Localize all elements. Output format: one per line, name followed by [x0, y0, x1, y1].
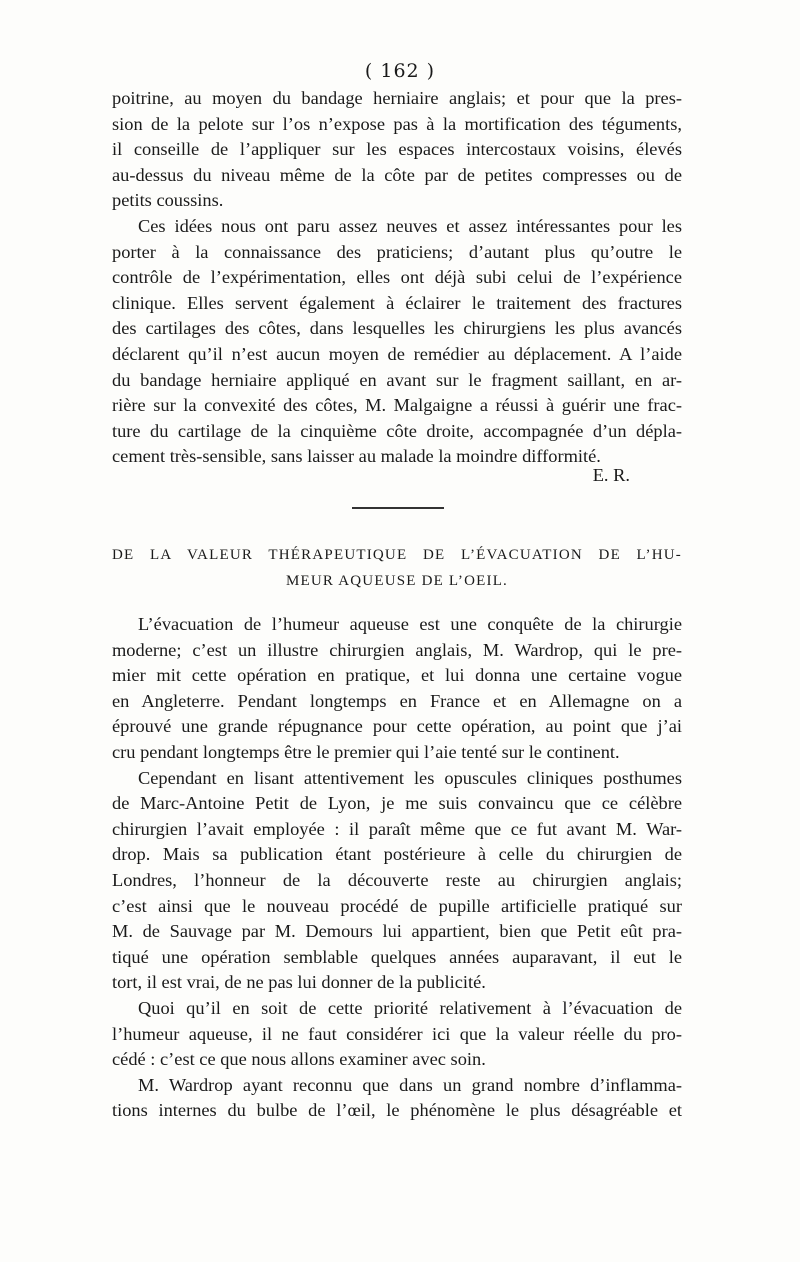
- text-line: au-dessus du niveau même de la côte par de petites compresses ou de: [112, 164, 682, 185]
- text-line: en Angleterre. Pendant longtemps en France et en Allemagne on a: [112, 690, 682, 711]
- heading-line: DE LA VALEUR THÉRAPEUTIQUE DE L’ÉVACUATION DE L’HU-: [112, 547, 682, 563]
- text-line: tions internes du bulbe de l’œil, le phénomène le plus désagréable et: [112, 1100, 682, 1121]
- text-line: du bandage herniaire appliqué en avant sur le fragment saillant, en ar-: [112, 369, 682, 390]
- text-line: Ces idées nous ont paru assez neuves et assez intéressantes pour les: [138, 215, 682, 236]
- page-number: ( 162 ): [364, 60, 436, 82]
- text-line: chirurgien l’avait employée : il paraît même que ce fut avant M. War-: [112, 818, 682, 839]
- text-line: mier mit cette opération en pratique, et lui donna une certaine vogue: [112, 665, 682, 686]
- text-line: tort, il est vrai, de ne pas lui donner de la publicité.: [112, 972, 486, 993]
- article-body: [112, 612, 682, 1124]
- text-line: éprouvé une grande répugnance pour cette opération, au point que j’ai: [112, 716, 682, 737]
- text-line: ture du cartilage de la cinquième côte droite, accompagnée d’un dépla-: [112, 420, 682, 441]
- text-line: petits coussins.: [112, 190, 224, 211]
- text-line: cédé : c’est ce que nous allons examiner avec soin.: [112, 1049, 486, 1070]
- text-line: cru pendant longtemps être le premier qui l’aie tenté sur le continent.: [112, 741, 620, 762]
- author-signature: E. R.: [592, 465, 630, 485]
- text-line: Londres, l’honneur de la découverte reste au chirurgien anglais;: [112, 869, 682, 890]
- text-line: l’humeur aqueuse, il ne faut considérer ici que la valeur réelle du pro-: [112, 1023, 682, 1044]
- text-line: Cependant en lisant attentivement les opuscules cliniques posthumes: [138, 767, 682, 788]
- text-line: rière sur la convexité des côtes, M. Malgaigne a réussi à guérir une frac-: [112, 395, 682, 416]
- text-line: cement très-sensible, sans laisser au malade la moindre difformité.: [112, 446, 601, 467]
- heading-line: MEUR AQUEUSE DE L’OEIL.: [285, 573, 509, 589]
- text-line: tiqué une opération semblable quelques années auparavant, il eut le: [112, 946, 682, 967]
- text-line: c’est ainsi que le nouveau procédé de pupille artificielle pratiqué sur: [112, 895, 682, 916]
- text-line: L’évacuation de l’humeur aqueuse est une conquête de la chirurgie: [138, 614, 682, 634]
- text-line: de Marc-Antoine Petit de Lyon, je me suis convaincu que ce célèbre: [112, 793, 682, 814]
- text-line: il conseille de l’appliquer sur les espaces intercostaux voisins, élevés: [112, 139, 682, 160]
- section-heading: [112, 542, 682, 594]
- section-divider: [352, 507, 444, 509]
- text-line: déclarent qu’il n’est aucun moyen de remédier au déplacement. A l’aide: [112, 343, 682, 364]
- continuation-paragraphs: [112, 86, 682, 470]
- text-line: M. Wardrop ayant reconnu que dans un grand nombre d’inflamma-: [138, 1074, 682, 1095]
- text-line: des cartilages des côtes, dans lesquelles les chirurgiens les plus avancés: [112, 318, 682, 339]
- text-line: sion de la pelote sur l’os n’expose pas à la mortification des téguments,: [112, 113, 682, 134]
- text-line: clinique. Elles servent également à éclairer le traitement des fractures: [112, 292, 682, 313]
- text-line: poitrine, au moyen du bandage herniaire anglais; et pour que la pres-: [112, 88, 682, 108]
- text-line: M. de Sauvage par M. Demours lui appartient, bien que Petit eût pra-: [112, 921, 682, 942]
- text-line: moderne; c’est un illustre chirurgien anglais, M. Wardrop, qui le pre-: [112, 639, 682, 660]
- text-line: Quoi qu’il en soit de cette priorité relativement à l’évacuation de: [138, 997, 682, 1018]
- text-line: contrôle de l’expérimentation, elles ont déjà subi celui de l’expérience: [112, 267, 682, 288]
- text-line: drop. Mais sa publication étant postérieure à celle du chirurgien de: [112, 844, 682, 865]
- text-line: porter à la connaissance des praticiens; d’autant plus qu’outre le: [112, 241, 682, 262]
